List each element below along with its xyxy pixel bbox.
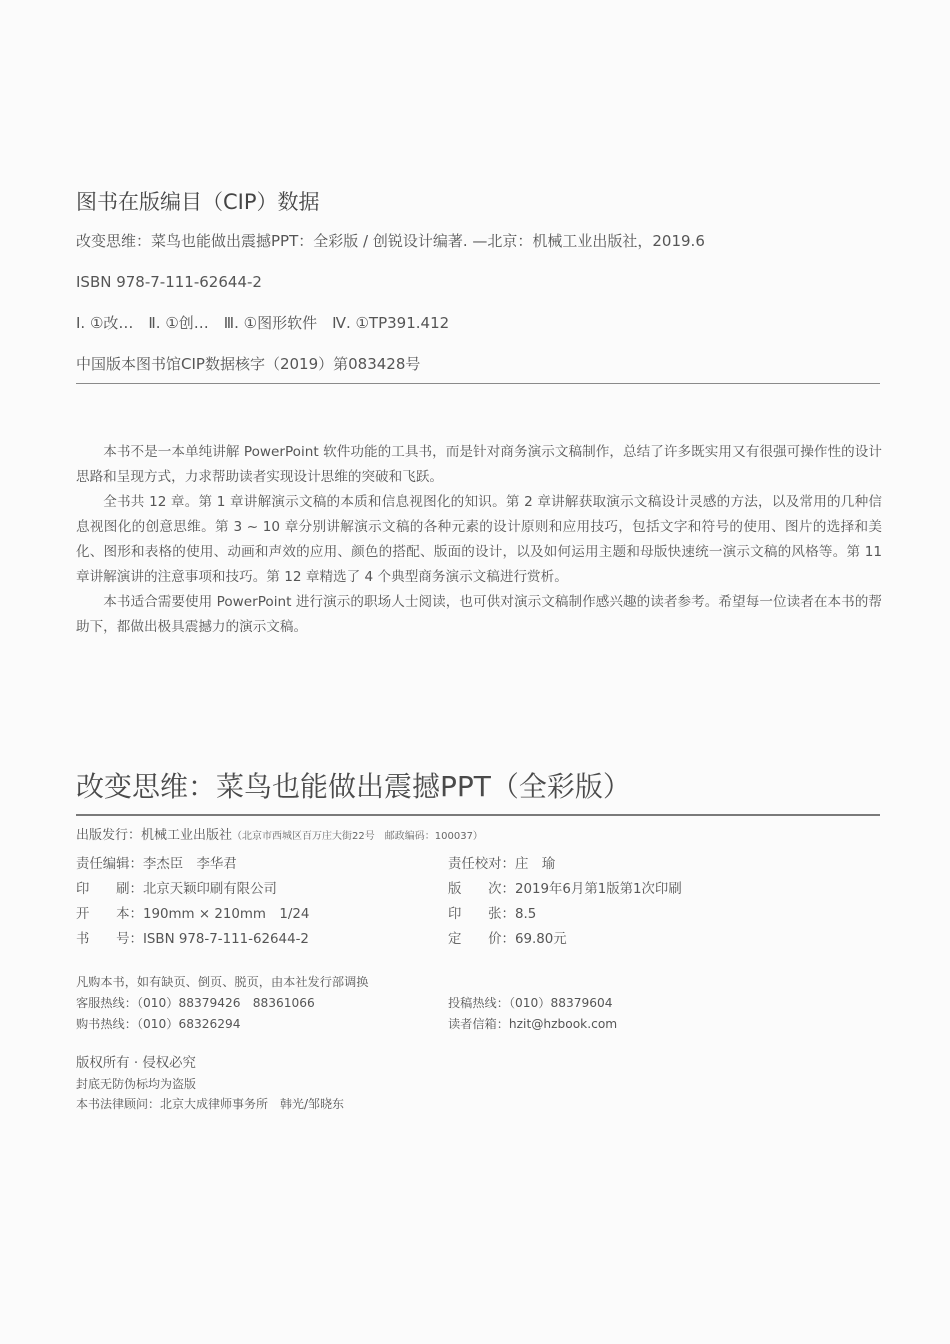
detail-value: 庄 瑜 bbox=[514, 857, 556, 872]
detail-value: 北京天颖印刷有限公司 bbox=[142, 882, 277, 897]
detail-row bbox=[76, 852, 882, 877]
cip-divider bbox=[76, 383, 880, 384]
publisher-address: （北京市西城区百万庄大街22号 邮政编码：100037） bbox=[232, 831, 483, 842]
summary-paragraph: 全书共 12 章。第 1 章讲解演示文稿的本质和信息视图化的知识。第 2 章讲解获取演示文稿设计灵感的方法，以及常用的几种信息视图化的创意思维。第 3 ~ 10 章分别讲解演示文稿的各种元素的设计原则和应用技巧，包括文字和符号的使用、图片的选择和美化、图形和表格的使用、动画和声效的应用、颜色的搭配、版面的设计，以及如何运用主题和母版快速统一演示文稿的风格等。第 11 章讲解演讲的注意事项和技巧。第 12 章精选了 4 个典型商务演示文稿进行赏析。 bbox=[76, 494, 882, 585]
publication-details bbox=[76, 852, 882, 952]
detail-value: 190mm × 210mm 1/24 bbox=[142, 907, 310, 922]
detail-label: 印 刷： bbox=[76, 882, 143, 897]
rights-reserved: 版权所有 · 侵权必究 bbox=[76, 1056, 196, 1071]
publisher-line bbox=[76, 826, 882, 847]
cip-classification: Ⅰ. ①改… Ⅱ. ①创… Ⅲ. ①图形软件 Ⅳ. ①TP391.412 bbox=[76, 314, 450, 332]
cip-section bbox=[76, 186, 882, 384]
cip-record: 改变思维：菜鸟也能做出震撼PPT：全彩版 / 创锐设计编著. —北京：机械工业出版社，2019.6 bbox=[76, 232, 705, 250]
detail-row bbox=[76, 877, 882, 902]
service-hotline: 客服热线：（010）88379426 88361066 bbox=[76, 996, 315, 1010]
detail-label: 版 次： bbox=[448, 882, 515, 897]
detail-label: 开 本： bbox=[76, 907, 143, 922]
detail-row bbox=[76, 902, 882, 927]
detail-value: ISBN 978-7-111-62644-2 bbox=[142, 932, 309, 947]
defect-notice: 凡购本书，如有缺页、倒页、脱页，由本社发行部调换 bbox=[76, 975, 369, 989]
cip-heading: 图书在版编目（CIP）数据 bbox=[76, 190, 320, 214]
book-summary bbox=[76, 440, 882, 640]
detail-row bbox=[76, 927, 882, 952]
publication-info bbox=[76, 766, 882, 1115]
detail-label: 印 张： bbox=[448, 907, 515, 922]
cip-approval: 中国版本图书馆CIP数据核字（2019）第083428号 bbox=[76, 355, 421, 373]
detail-label: 责任校对： bbox=[448, 857, 515, 872]
rights-section bbox=[76, 1054, 882, 1115]
detail-label: 责任编辑： bbox=[76, 857, 143, 872]
summary-paragraph: 本书不是一本单纯讲解 PowerPoint 软件功能的工具书，而是针对商务演示文稿制作，总结了许多既实用又有很强可操作性的设计思路和呈现方式，力求帮助读者实现设计思维的突破和飞跃。 bbox=[76, 444, 882, 485]
detail-value: 2019年6月第1版第1次印刷 bbox=[514, 882, 682, 897]
anti-counterfeit-note: 封底无防伪标均为盗版 bbox=[76, 1077, 197, 1091]
reader-email: 读者信箱：hzit@hzbook.com bbox=[448, 1017, 618, 1031]
publisher-label: 出版发行： bbox=[76, 828, 142, 843]
detail-label: 定 价： bbox=[448, 932, 515, 947]
summary-paragraph: 本书适合需要使用 PowerPoint 进行演示的职场人士阅读，也可供对演示文稿制作感兴趣的读者参考。希望每一位读者在本书的帮助下，都做出极具震撼力的演示文稿。 bbox=[76, 594, 882, 635]
title-divider bbox=[76, 814, 880, 816]
book-title: 改变思维：菜鸟也能做出震撼PPT（全彩版） bbox=[76, 770, 631, 803]
legal-advisor: 本书法律顾问：北京大成律师事务所 韩光/邹晓东 bbox=[76, 1097, 345, 1111]
purchase-notes bbox=[76, 972, 882, 1035]
detail-label: 书 号： bbox=[76, 932, 143, 947]
cip-isbn: ISBN 978-7-111-62644-2 bbox=[76, 273, 262, 291]
submission-hotline: 投稿热线：（010）88379604 bbox=[448, 996, 613, 1010]
detail-value: 李杰臣 李华君 bbox=[142, 857, 237, 872]
detail-value: 69.80元 bbox=[514, 932, 567, 947]
publisher-name: 机械工业出版社 bbox=[141, 828, 233, 843]
order-hotline: 购书热线：（010）68326294 bbox=[76, 1017, 241, 1031]
detail-value: 8.5 bbox=[514, 907, 537, 922]
